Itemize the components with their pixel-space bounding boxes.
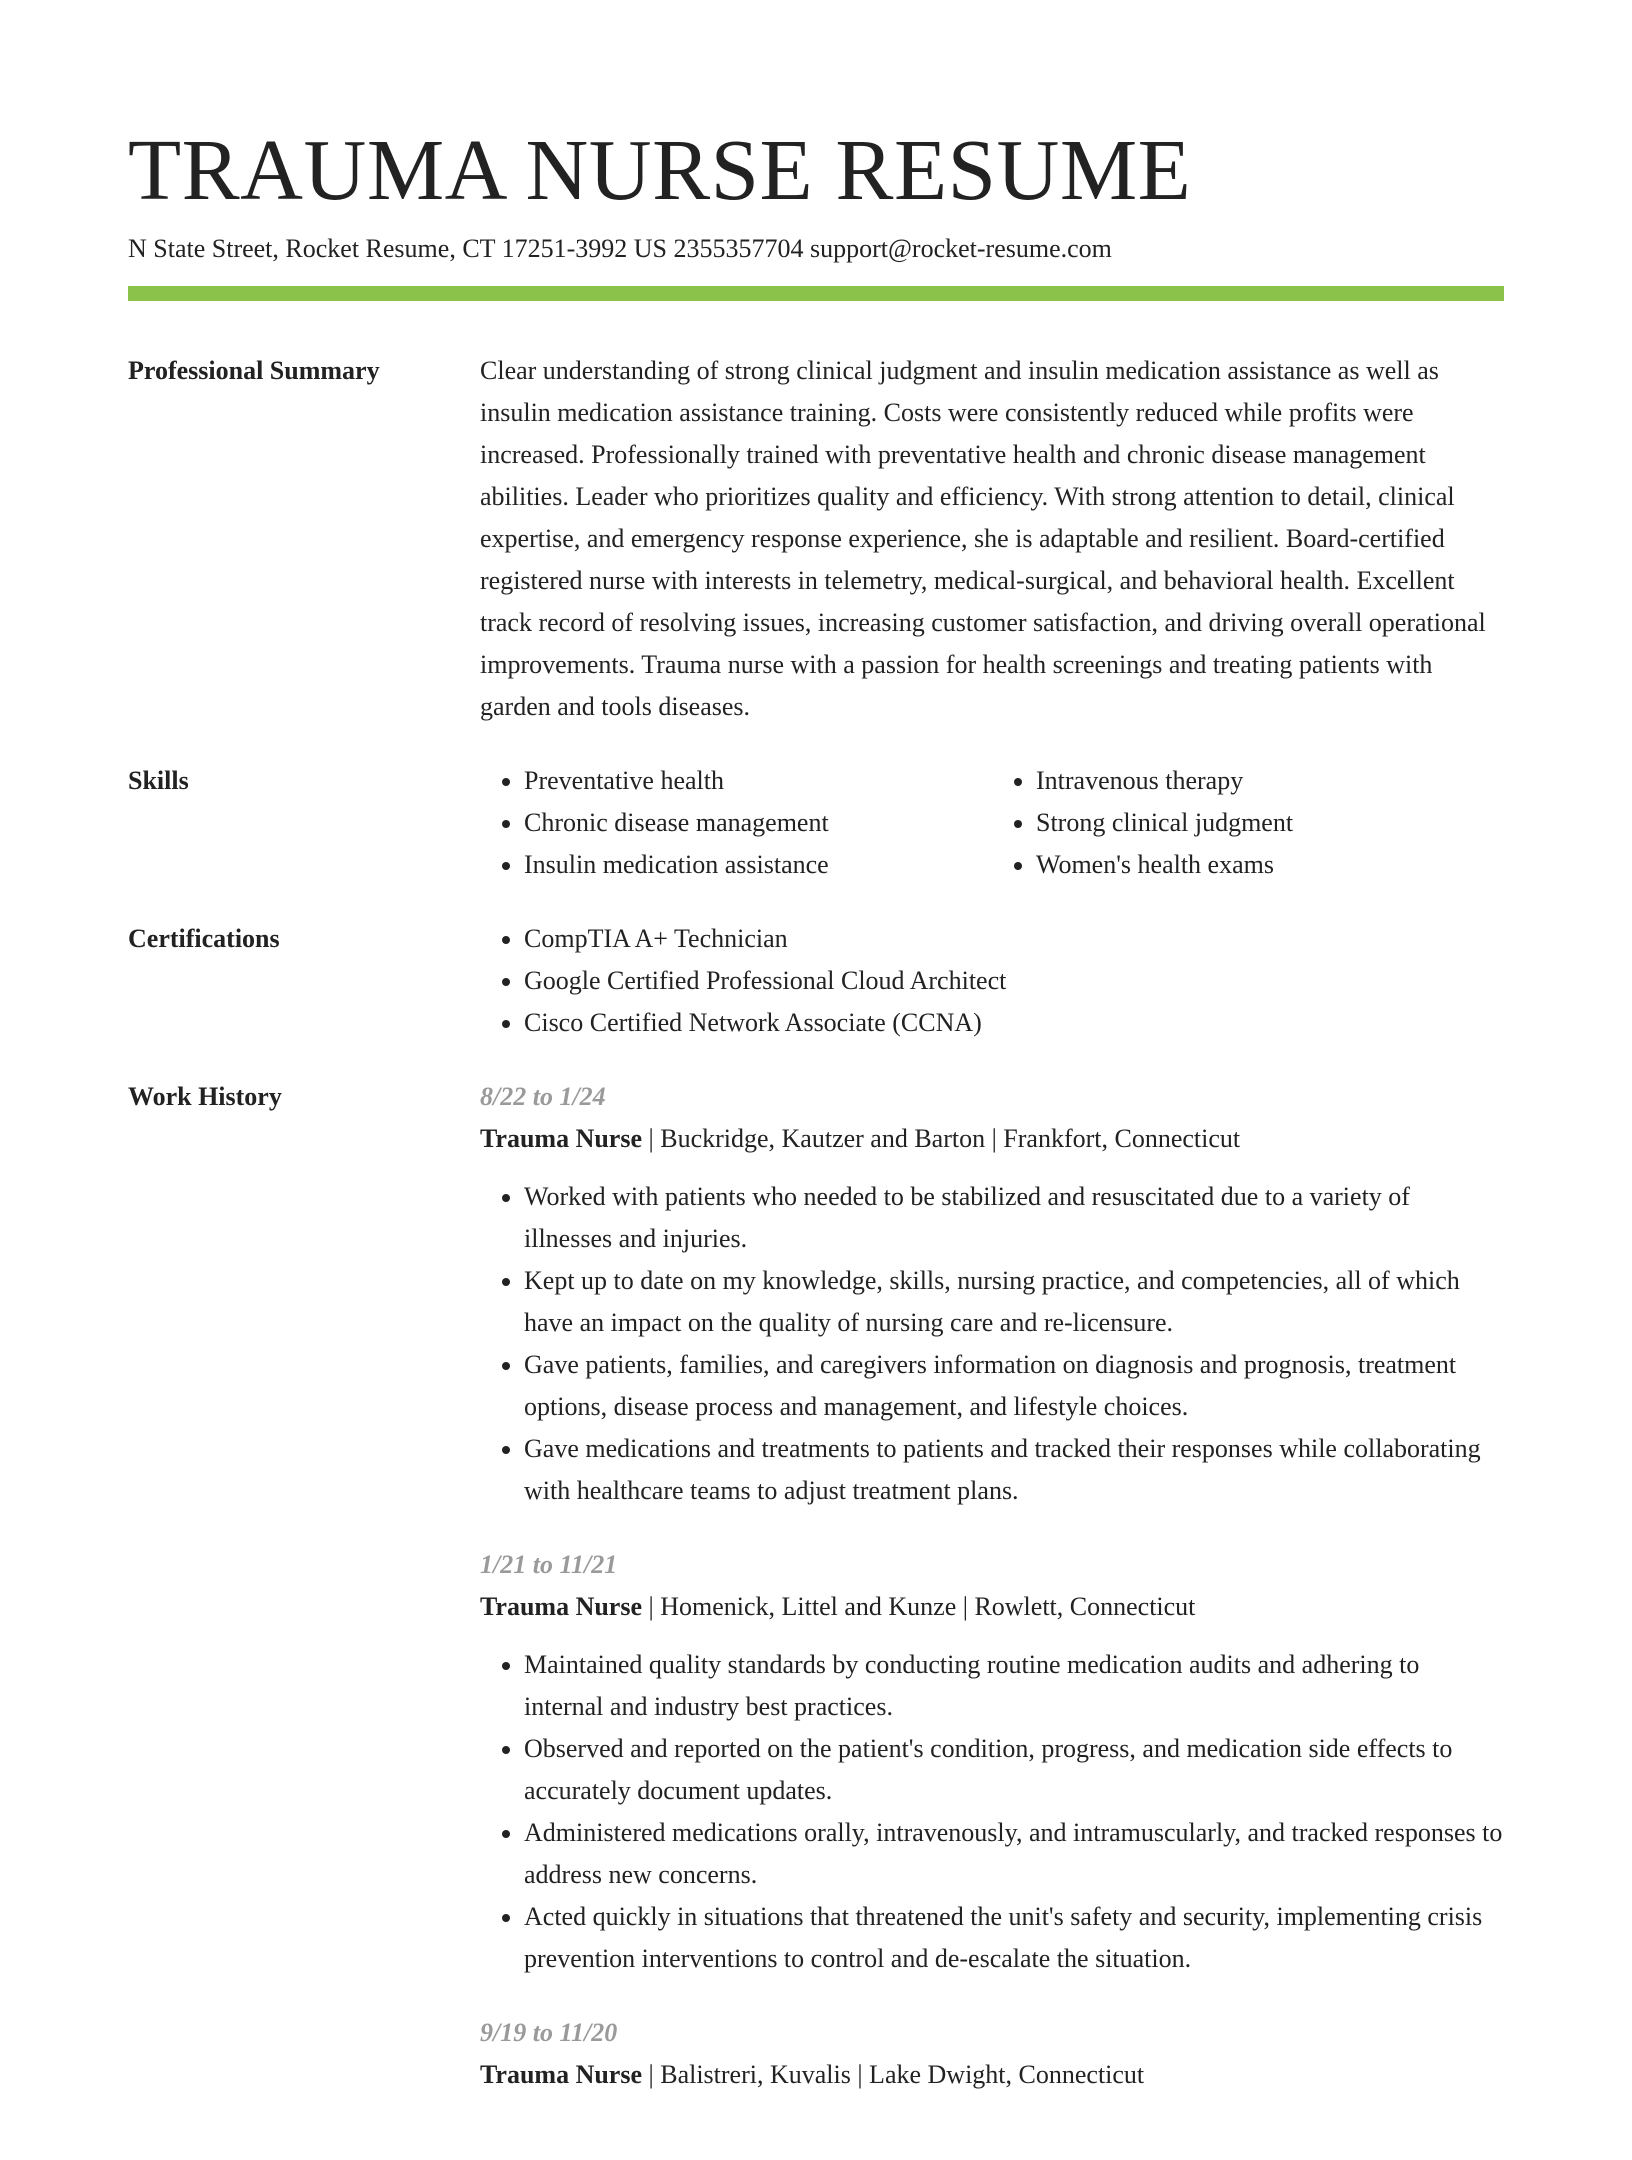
job-bullet: • Gave patients, families, and caregivers information on diagnosis and prognosis, treatment options, disease process and management, and lifestyle choices. <box>524 1344 1504 1428</box>
job-dates: 1/21 to 11/21 <box>480 1550 618 1579</box>
job-details: | Homenick, Littel and Kunze | Rowlett, Connecticut <box>642 1592 1196 1621</box>
summary-label: Professional Summary <box>128 356 380 385</box>
job-bullet: • Administered medications orally, intravenously, and intramuscularly, and tracked responses to address new concerns. <box>524 1812 1504 1896</box>
work-history-label: Work History <box>128 1082 282 1111</box>
skills-content <box>480 760 1504 886</box>
skill-item: • Women's health exams <box>1036 844 1504 886</box>
job-dates: 9/19 to 11/20 <box>480 2018 618 2047</box>
certifications-label: Certifications <box>128 924 280 953</box>
job-entry <box>480 2012 1504 2096</box>
certification-item: • Cisco Certified Network Associate (CCNA) <box>524 1002 1504 1044</box>
job-bullet: • Kept up to date on my knowledge, skills, nursing practice, and competencies, all of which have an impact on the quality of nursing care and re-licensure. <box>524 1260 1504 1344</box>
job-heading <box>480 2054 1504 2096</box>
certification-item: • Google Certified Professional Cloud Architect <box>524 960 1504 1002</box>
job-bullet: • Observed and reported on the patient's condition, progress, and medication side effects to accurately document updates. <box>524 1728 1504 1812</box>
skill-item: • Insulin medication assistance <box>524 844 992 886</box>
job-bullet: • Worked with patients who needed to be stabilized and resuscitated due to a variety of illnesses and injuries. <box>524 1176 1504 1260</box>
job-bullet: • Acted quickly in situations that threatened the unit's safety and security, implementing crisis prevention interventions to control and de-escalate the situation. <box>524 1896 1504 1980</box>
skill-item: • Chronic disease management <box>524 802 992 844</box>
summary-content <box>480 350 1504 728</box>
work-history-content <box>480 1076 1504 2128</box>
job-heading <box>480 1586 1504 1628</box>
skill-item: • Intravenous therapy <box>1036 760 1504 802</box>
certifications-section <box>128 918 1504 1044</box>
summary-section <box>128 350 1504 728</box>
skills-label: Skills <box>128 766 189 795</box>
resume-title: TRAUMA NURSE RESUME <box>128 121 1192 218</box>
certifications-list <box>480 918 1504 1044</box>
job-title: Trauma Nurse <box>480 1124 643 1153</box>
job-heading <box>480 1118 1504 1160</box>
skill-item: • Strong clinical judgment <box>1036 802 1504 844</box>
job-bullets <box>480 1644 1504 1980</box>
job-details: | Balistreri, Kuvalis | Lake Dwight, Connecticut <box>642 2060 1145 2089</box>
skills-list-left <box>480 760 992 886</box>
job-title: Trauma Nurse <box>480 2060 643 2089</box>
work-history-section <box>128 1076 1504 2128</box>
resume-sections <box>128 350 1504 2160</box>
certification-item: • CompTIA A+ Technician <box>524 918 1504 960</box>
job-title: Trauma Nurse <box>480 1592 643 1621</box>
skills-section <box>128 760 1504 886</box>
job-dates: 8/22 to 1/24 <box>480 1082 606 1111</box>
job-bullet: • Maintained quality standards by conducting routine medication audits and adhering to internal and industry best practices. <box>524 1644 1504 1728</box>
accent-divider <box>128 286 1504 301</box>
job-entry <box>480 1544 1504 1980</box>
skill-item: • Preventative health <box>524 760 992 802</box>
contact-line: N State Street, Rocket Resume, CT 17251-3992 US 2355357704 support@rocket-resume.com <box>128 234 1112 263</box>
certifications-content <box>480 918 1504 1044</box>
job-bullet: • Gave medications and treatments to patients and tracked their responses while collaborating with healthcare teams to adjust treatment plans. <box>524 1428 1504 1512</box>
summary-text: Clear understanding of strong clinical judgment and insulin medication assistance as well as insulin medication assistance training. Costs were consistently reduced while profits were increased. Professionally trained with preventative health and chronic disease management abilities. Leader who prioritizes quality and efficiency. With strong attention to detail, clinical expertise, and emergency response experience, she is adaptable and resilient. Board-certified registered nurse with interests in telemetry, medical-surgical, and behavioral health. Excellent track record of resolving issues, increasing customer satisfaction, and driving overall operational improvements. Trauma nurse with a passion for health screenings and treating patients with garden and tools diseases. <box>480 356 1486 721</box>
job-details: | Buckridge, Kautzer and Barton | Frankfort, Connecticut <box>642 1124 1241 1153</box>
job-bullets <box>480 1176 1504 1512</box>
job-entry <box>480 1076 1504 1512</box>
skills-list-right <box>992 760 1504 886</box>
